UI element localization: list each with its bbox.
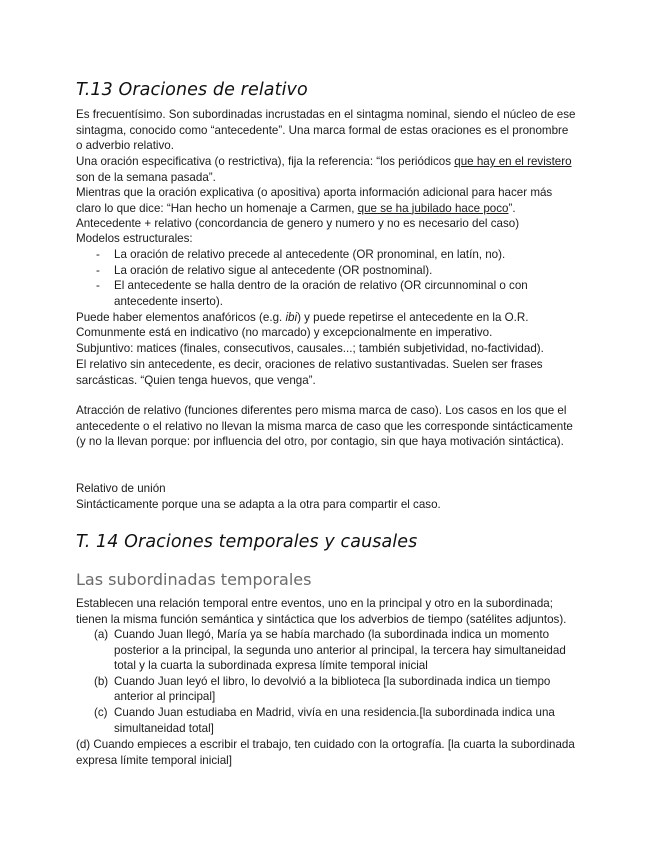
- list-item: [76, 705, 576, 736]
- dash-bullet: -: [96, 279, 100, 293]
- paragraph-relativo-union: Relativo de unión: [76, 482, 166, 495]
- list-item: [76, 263, 576, 279]
- section-title-t14: T. 14 Oraciones temporales y causales: [76, 532, 418, 552]
- text-span: ”.: [508, 201, 516, 215]
- list-item-text: El antecedente se halla dentro de la oración de relativo (OR circunnominal o con antecedente inserto).: [114, 279, 528, 308]
- paragraph-anaforicos: [76, 310, 576, 326]
- paragraph-explicativa: [76, 185, 576, 216]
- paragraph-example-d: (d) Cuando empieces a escribir el trabajo, ten cuidado con la ortografía. [la cuarta la subordinada expresa límite temporal inicial]: [76, 738, 575, 767]
- paragraph-intro: Es frecuentísimo. Son subordinadas incrustadas en el sintagma nominal, siendo el núcleo de ese sintagma, conocido como “antecedente”. Una marca formal de estas oraciones es el pronombre o adverbio relativo.: [76, 108, 576, 153]
- list-item-text: La oración de relativo sigue al antecedente (OR postnominal).: [114, 263, 433, 277]
- underlined-relative-clause: que hay en el revistero: [454, 155, 572, 168]
- list-item-text: Cuando Juan llegó, María ya se había marchado (la subordinada indica un momento posterior a la principal, la segunda uno anterior al principal, la tercera hay simultaneidad total y la cuarta la subordinada expresa límite temporal inicial: [114, 628, 566, 673]
- models-list: [76, 247, 576, 309]
- list-item: [76, 674, 576, 705]
- text-span: son de la semana pasada”.: [76, 170, 216, 184]
- list-item: [76, 247, 576, 263]
- list-item: [76, 278, 576, 309]
- paragraph-temporales: Establecen una relación temporal entre eventos, uno en la principal y otro en la subordinada; tienen la misma función semántica y sintáctica que los adverbios de tiempo (satélites adjuntos).: [76, 597, 567, 626]
- underlined-relative-clause: que se ha jubilado hace poco: [357, 201, 509, 215]
- paragraph-antecedente: Antecedente + relativo (concordancia de genero y numero y no es necesario del caso): [76, 217, 520, 230]
- dash-bullet: -: [96, 263, 100, 277]
- paragraph-sintacticamente: Sintácticamente porque una se adapta a la otra para compartir el caso.: [76, 498, 441, 511]
- list-item-text: Cuando Juan estudiaba en Madrid, vivía en una residencia.[la subordinada indica una simultaneidad total]: [114, 705, 555, 735]
- paragraph-subjuntivo: Subjuntivo: matices (finales, consecutivos, causales...; también subjetividad, no-factividad).: [76, 342, 544, 355]
- paragraph-especificativa: [76, 154, 576, 185]
- paragraph-sin-antecedente: El relativo sin antecedente, es decir, oraciones de relativo sustantivadas. Suelen ser frases sarcásticas. “Quien tenga huevos, que venga”.: [76, 358, 543, 387]
- italic-term: ibi: [285, 311, 298, 324]
- subsection-title: Las subordinadas temporales: [76, 570, 312, 589]
- list-marker: (c): [94, 705, 108, 719]
- list-marker: (b): [94, 674, 109, 688]
- dash-bullet: -: [96, 248, 100, 261]
- examples-list: [76, 627, 576, 736]
- paragraph-modelos: Modelos estructurales:: [76, 232, 193, 245]
- section-title-t13: T.13 Oraciones de relativo: [76, 80, 308, 100]
- paragraph-atraccion: Atracción de relativo (funciones diferentes pero misma marca de caso). Los casos en los que el antecedente o el relativo no llevan la misma marca de caso que les corresponde sintácticamente (y no la llevan porque: por influencia del otro, por contagio, sin que haya motivación sintáctica).: [76, 404, 573, 449]
- list-item-text: La oración de relativo precede al antecedente (OR pronominal, en latín, no).: [114, 248, 506, 261]
- text-span: Una oración especificativa (o restrictiva), fija la referencia: “los periódicos: [76, 155, 455, 168]
- list-item-text: Cuando Juan leyó el libro, lo devolvió a la biblioteca [la subordinada indica un tiempo anterior al principal]: [114, 674, 551, 704]
- paragraph-indicativo: Comunmente está en indicativo (no marcado) y excepcionalmente en imperativo.: [76, 326, 493, 339]
- list-marker: (a): [94, 628, 109, 641]
- list-item: [76, 627, 576, 674]
- text-span: Mientras que la oración explicativa (o apositiva) aporta información adicional para hacer más claro lo que dice: “Han hecho un homenaje a Carmen,: [76, 186, 553, 215]
- text-span: ) y puede repetirse el antecedente en la O.R.: [297, 311, 529, 324]
- text-span: Puede haber elementos anafóricos (e.g.: [76, 311, 286, 324]
